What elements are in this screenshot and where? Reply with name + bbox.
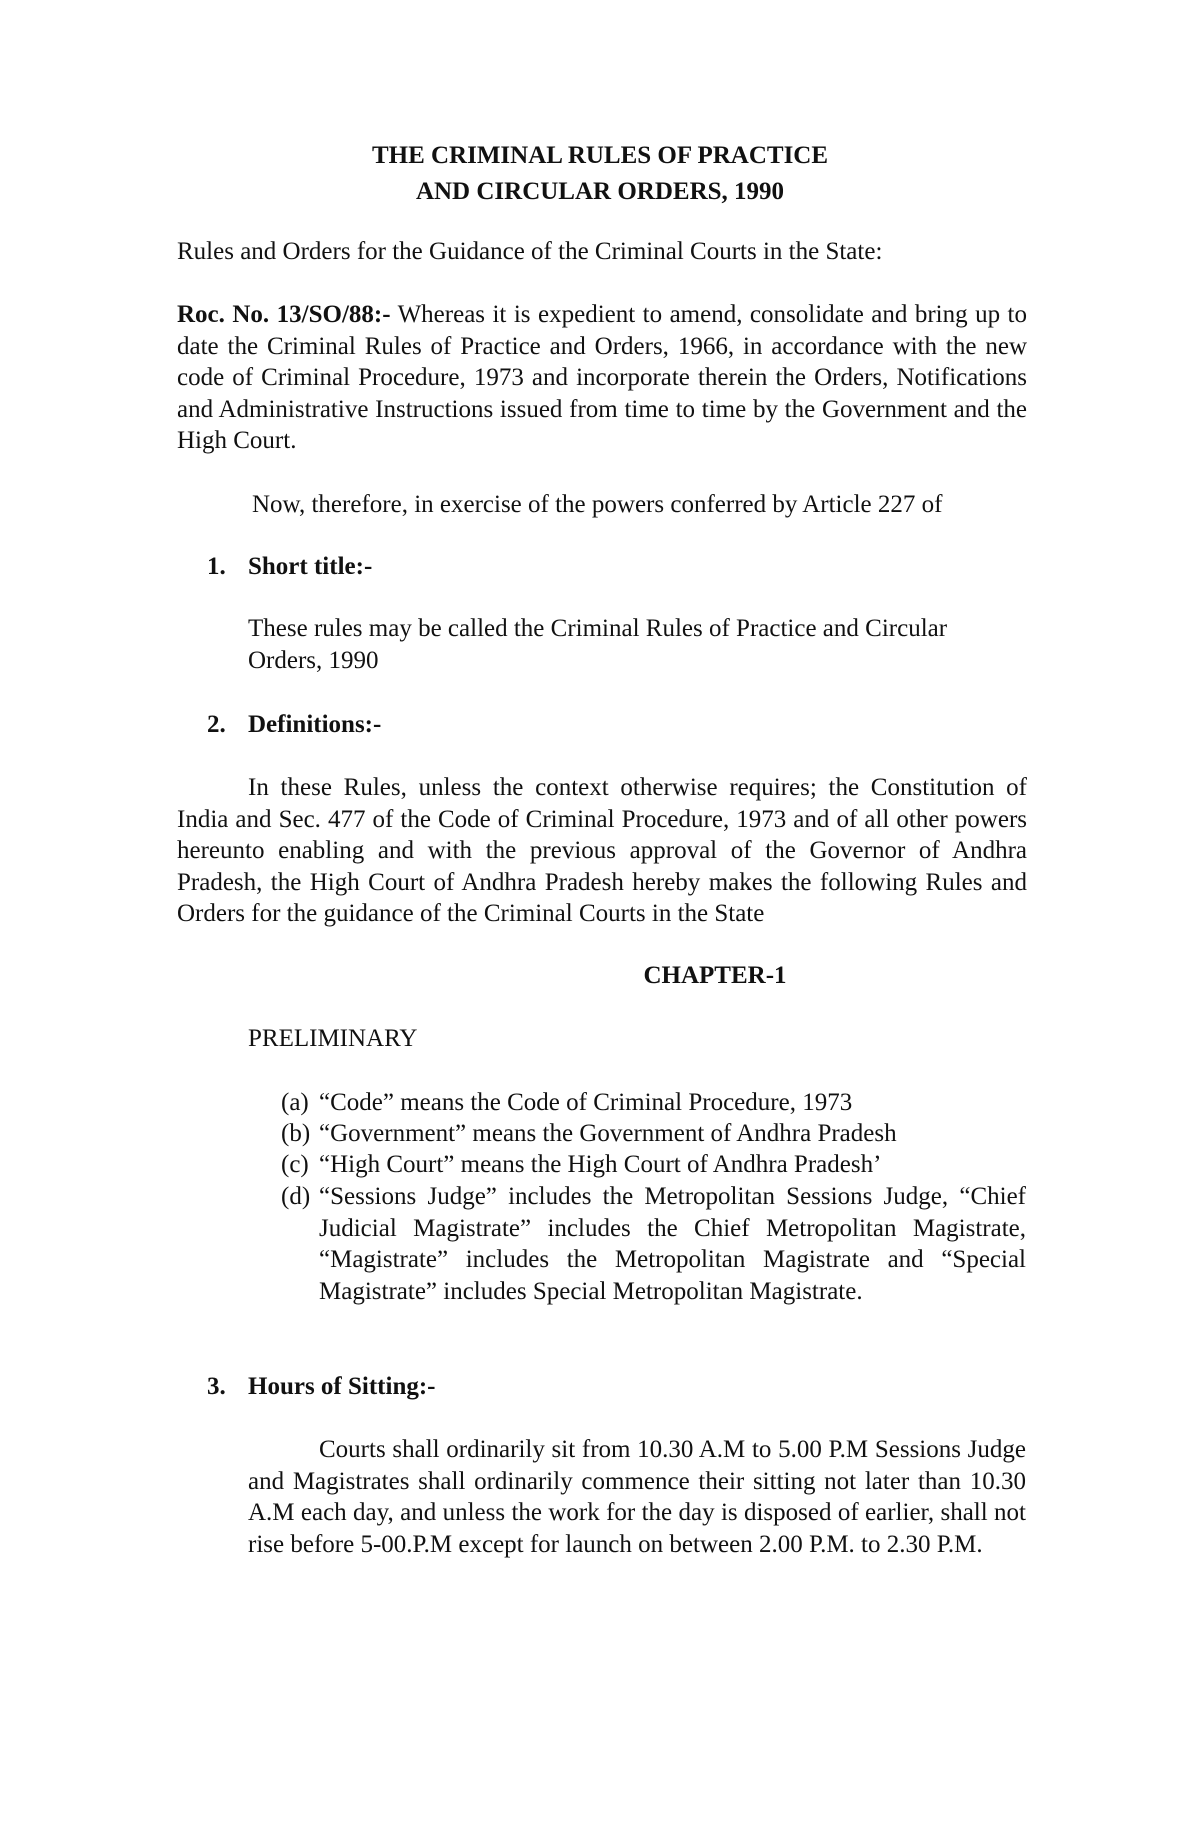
definition-item-d: [281, 1181, 1026, 1307]
section-number: 3.: [207, 1373, 226, 1400]
definition-item-c: [281, 1149, 1026, 1181]
definition-marker: (b): [281, 1120, 311, 1147]
roc-paragraph: [177, 299, 1027, 457]
section-heading-text: Short title:-: [248, 553, 373, 580]
preliminary-heading: PRELIMINARY: [248, 1025, 418, 1052]
roc-text: Whereas it is expedient to amend, consolidate and bring up to date the Criminal Rules of Practice and Orders, 1966, in accordance with the new code of Criminal Procedure, 1973 and incorporate therein the Orders, Notifications and Administrative Instructions issued from time to time by the Government and the High Court.: [177, 301, 1027, 454]
chapter-heading: CHAPTER-1: [643, 962, 787, 989]
definition-text: “Sessions Judge” includes the Metropolitan Sessions Judge, “Chief Judicial Magistrate” includes the Chief Metropolitan Magistrate, “Magistrate” includes the Metropolitan Magistrate and “Special Magistrate” includes Special Metropolitan Magistrate.: [319, 1183, 1026, 1305]
definition-text: “Code” means the Code of Criminal Procedure, 1973: [319, 1089, 853, 1116]
section-number: 2.: [207, 711, 226, 738]
short-title-text: These rules may be called the Criminal Rules of Practice and Circular Orders, 1990: [248, 615, 948, 674]
definition-marker: (c): [281, 1151, 309, 1178]
section-heading-text: Hours of Sitting:-: [248, 1373, 436, 1400]
roc-label: Roc. No. 13/SO/88:-: [177, 301, 391, 328]
hours-of-sitting-text: Courts shall ordinarily sit from 10.30 A.M to 5.00 P.M Sessions Judge and Magistrates shall ordinarily commence their sitting not later than 10.30 A.M each day, and unless the work for the day is disposed of earlier, shall not rise before 5-00.P.M except for launch on between 2.00 P.M. to 2.30 P.M.: [248, 1436, 1026, 1558]
section-number: 1.: [207, 553, 226, 580]
definition-item-b: [281, 1118, 1026, 1150]
document-title-line-2: AND CIRCULAR ORDERS, 1990: [415, 178, 785, 205]
definition-marker: (d): [281, 1183, 311, 1210]
section-heading-text: Definitions:-: [248, 711, 382, 738]
definition-marker: (a): [281, 1089, 309, 1116]
section-heading-definitions: [207, 709, 381, 741]
section-heading-short-title: [207, 551, 372, 583]
now-therefore-text: Now, therefore, in exercise of the powers conferred by Article 227 of: [252, 491, 943, 518]
definition-text: “High Court” means the High Court of Andhra Pradesh’: [319, 1151, 882, 1178]
section-heading-hours-of-sitting: [207, 1371, 436, 1403]
definitions-text: In these Rules, unless the context otherwise requires; the Constitution of India and Sec. 477 of the Code of Criminal Procedure, 1973 and of all other powers hereunto enabling and with the previous approval of the Governor of Andhra Pradesh, the High Court of Andhra Pradesh hereby makes the following Rules and Orders for the guidance of the Criminal Courts in the State: [177, 774, 1027, 927]
definition-item-a: [281, 1087, 1026, 1119]
intro-text: Rules and Orders for the Guidance of the Criminal Courts in the State:: [177, 238, 883, 265]
document-title-line-1: THE CRIMINAL RULES OF PRACTICE: [371, 142, 829, 169]
definition-text: “Government” means the Government of Andhra Pradesh: [319, 1120, 897, 1147]
